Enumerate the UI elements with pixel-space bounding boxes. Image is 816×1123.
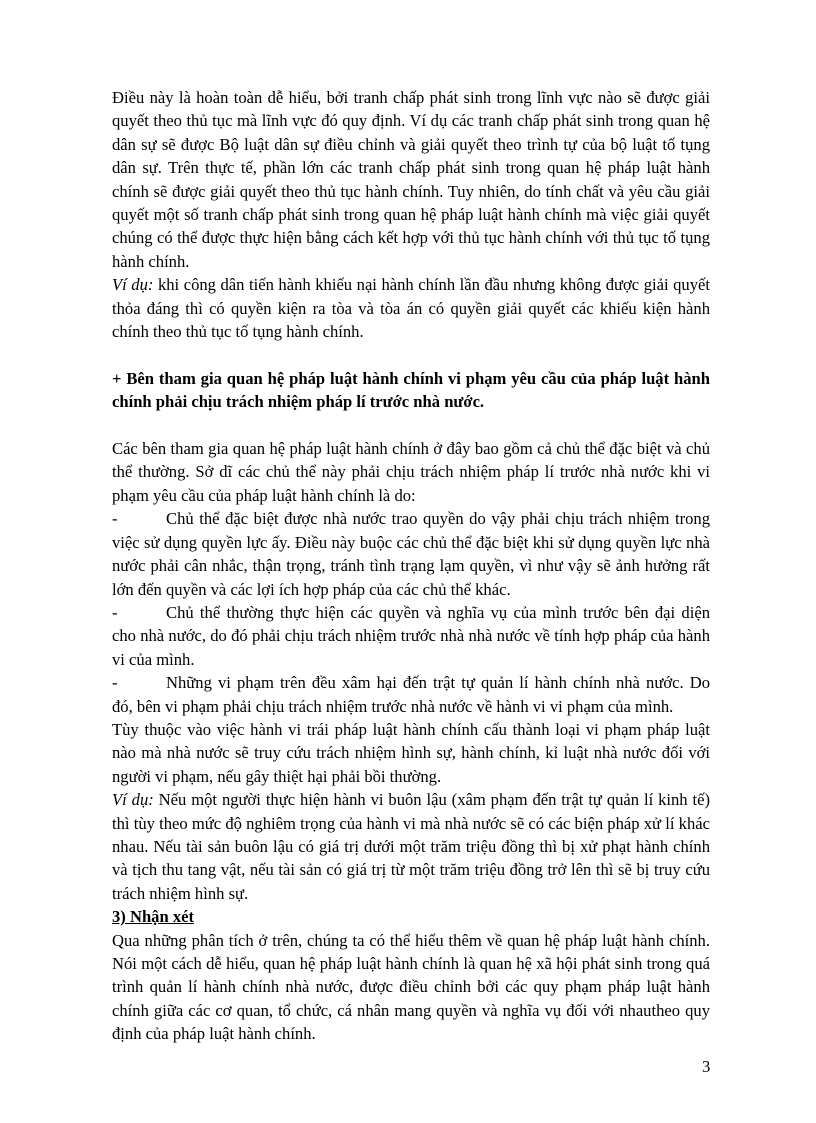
example-text: Nếu một người thực hiện hành vi buôn lậu (xâm phạm đến trật tự quản lí kinh tế) thì tùy theo mức độ nghiêm trọng của hành vi mà nhà nước sẽ có các biện pháp xử lí khác nhau. Nếu tài sản buôn lậu có giá trị dưới một trăm triệu đồng thì bị xử phạt hành chính và tịch thu tang vật, nếu tài sản có giá trị từ một trăm triệu đồng trở lên thì sẽ bị truy cứu trách nhiệm hình sự. [112, 790, 711, 903]
example-paragraph-2 [112, 788, 710, 905]
example-text: khi công dân tiến hành khiếu nại hành chính lần đầu nhưng không được giải quyết thỏa đáng thì có quyền kiện ra tòa và tòa án có quyền giải quyết các khiếu kiện hành chính theo thủ tục tố tụng hành chính. [112, 275, 710, 342]
example-label: Ví dụ: [112, 275, 154, 295]
bullet-continuation: việc sử dụng quyền lực ấy. Điều này buộc các chủ thể đặc biệt khi sử dụng quyền lực nhà nước phải cân nhắc, thận trọng, tránh tình trạng lạm quyền, vì như vậy sẽ ảnh hưởng rất lớn đến quyền và các lợi ích hợp pháp của các chủ thể khác. [112, 532, 710, 599]
spacer [112, 414, 710, 437]
bullet-dash: - [112, 602, 118, 622]
paragraph-parties: Các bên tham gia quan hệ pháp luật hành chính ở đây bao gồm cả chủ thể đặc biệt và chủ thể thường. Sở dĩ các chủ thể này phải chịu trách nhiệm pháp lí trước nhà nước khi vi phạm yêu cầu của pháp luật hành chính là do: [112, 439, 710, 505]
paragraph-conclusion: Qua những phân tích ở trên, chúng ta có thể hiểu thêm về quan hệ pháp luật hành chính. Nói một cách dễ hiểu, quan hệ pháp luật hành chính là quan hệ xã hội phát sinh trong quá trình quản lí hành chính nhà nước, được điều chỉnh bởi các quy phạm pháp luật hành chính giữa các cơ quan, tổ chức, cá nhân mang quyền và nghĩa vụ đối với nhautheo quy định của pháp luật hành chính. [112, 930, 710, 1044]
bullet-dash: - [112, 509, 118, 529]
bullet-item [112, 601, 710, 671]
bullet-dash: - [112, 673, 118, 693]
bold-heading: + Bên tham gia quan hệ pháp luật hành chính vi phạm yêu cầu của pháp luật hành chính phải chịu trách nhiệm pháp lí trước nhà nước. [112, 368, 710, 412]
bullet-first-line: Những vi phạm trên đều xâm hại đến trật tự quản lí hành chính nhà nước. Do [166, 673, 710, 693]
bullet-first-line: Chủ thể đặc biệt được nhà nước trao quyền do vậy phải chịu trách nhiệm trong [166, 509, 710, 529]
paragraph-intro: Điều này là hoàn toàn dễ hiểu, bởi tranh chấp phát sinh trong lĩnh vực nào sẽ được giải quyết theo thủ tục mà lĩnh vực đó quy định. Ví dụ các tranh chấp phát sinh trong quan hệ dân sự sẽ được Bộ luật dân sự điều chỉnh và giải quyết theo trình tự của bộ luật tố tụng dân sự. Trên thực tế, phần lớn các tranh chấp phát sinh trong quan hệ pháp luật hành chính sẽ được giải quyết theo thủ tục hành chính. Tuy nhiên, do tính chất và yêu cầu giải quyết một số tranh chấp phát sinh trong quan hệ pháp luật hành chính mà việc giải quyết chúng có thể được thực hiện bằng cách kết hợp với thủ tục hành chính với thủ tục tố tụng hành chính. [112, 88, 710, 271]
example-paragraph-1 [112, 273, 710, 343]
spacer [112, 343, 710, 366]
document-body [112, 86, 710, 1046]
section-title: 3) Nhận xét [112, 907, 195, 927]
bullet-continuation: cho nhà nước, do đó phải chịu trách nhiệm trước nhà nhà nước về tính hợp pháp của hành vi của mình. [112, 626, 710, 669]
bullet-item [112, 507, 710, 601]
bullet-item [112, 671, 710, 718]
page-number: 3 [702, 1057, 711, 1076]
paragraph-liability: Tùy thuộc vào việc hành vi trái pháp luật hành chính cấu thành loại vi phạm pháp luật nào mà nhà nước sẽ truy cứu trách nhiệm hình sự, hành chính, kỉ luật nhà nước đối với người vi phạm, nếu gây thiệt hại phải bồi thường. [112, 719, 710, 786]
bullet-first-line: Chủ thể thường thực hiện các quyền và nghĩa vụ của mình trước bên đại diện [166, 602, 710, 622]
example-label: Ví dụ: [112, 790, 154, 810]
bullet-continuation: đó, bên vi phạm phải chịu trách nhiệm trước nhà nước về hành vi vi phạm của mình. [112, 696, 674, 716]
